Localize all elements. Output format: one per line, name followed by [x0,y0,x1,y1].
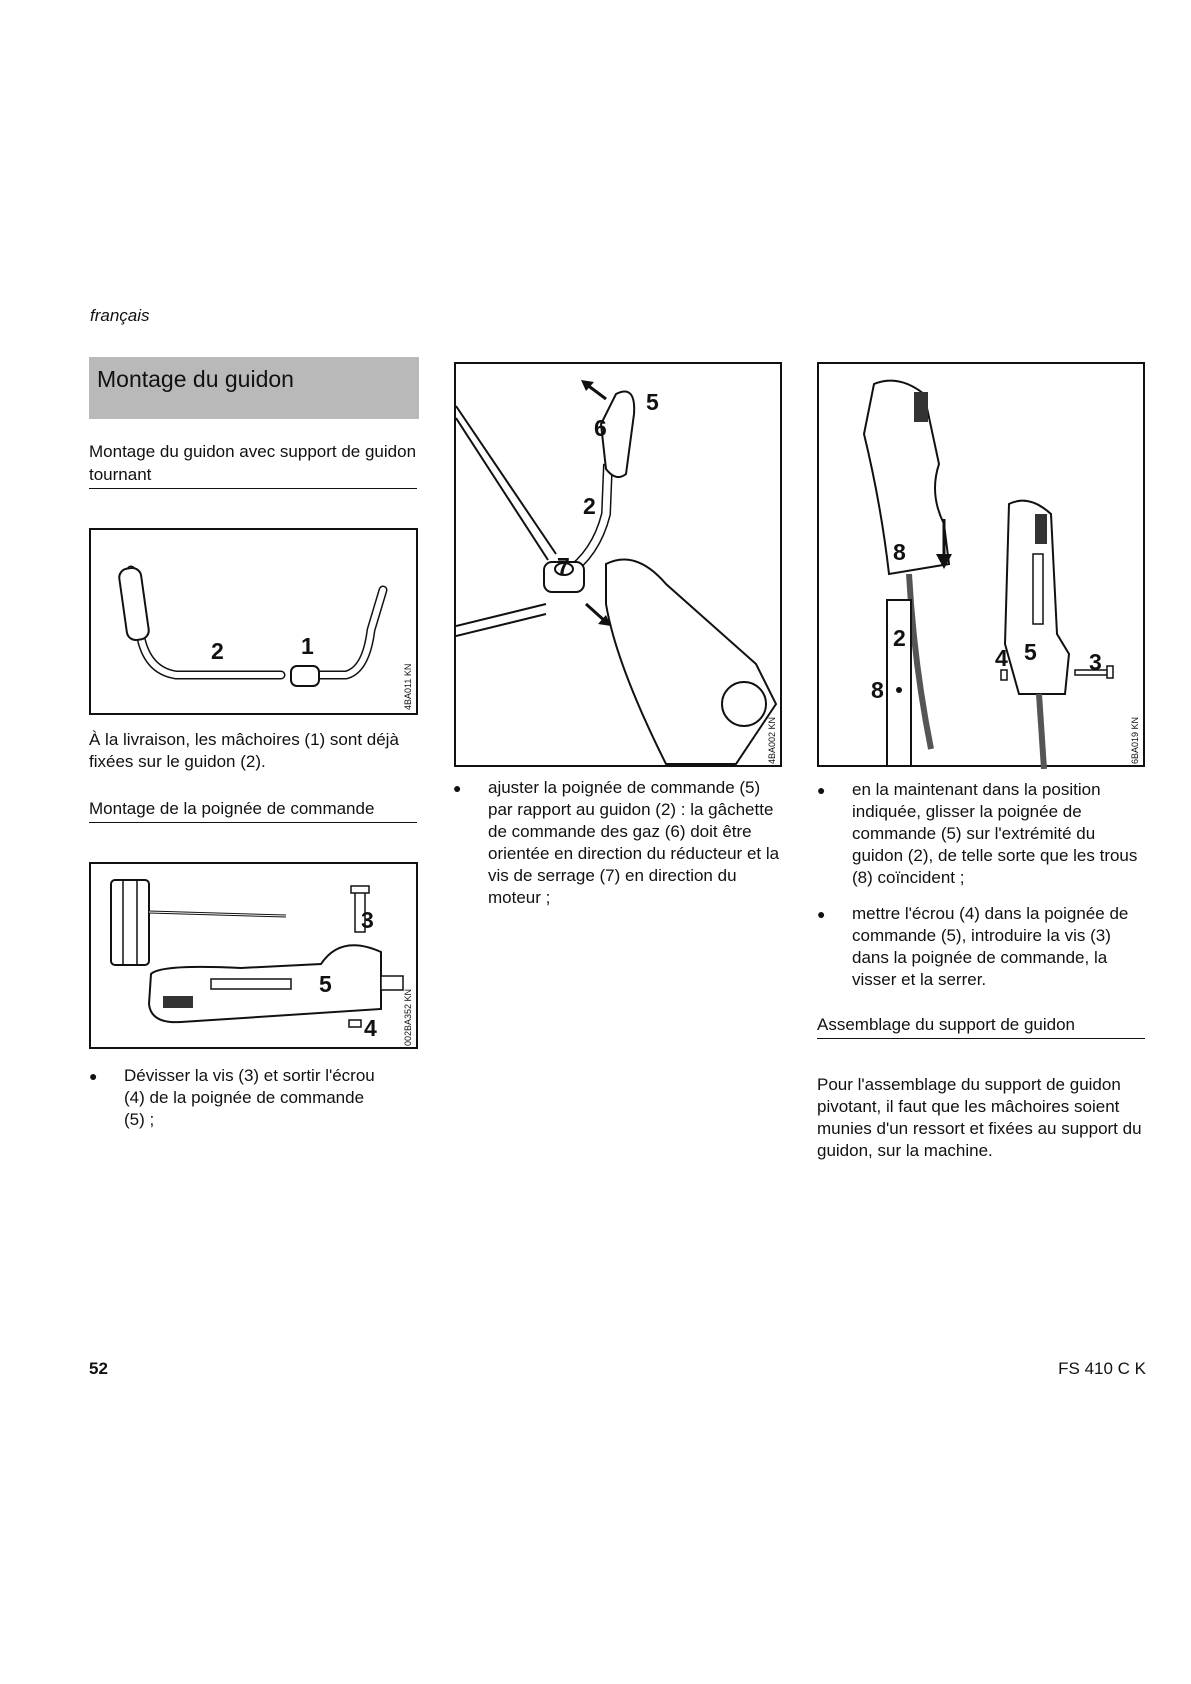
bullet-insert-nut-text: mettre l'écrou (4) dans la poignée de commande (5), introduire la vis (3) dans la poignée de commande, la visser et la serrer. [852,904,1129,989]
bullet-adjust-text: ajuster la poignée de commande (5) par rapport au guidon (2) : la gâchette de commande des gaz (6) doit être orientée en direction du réducteur et la vis de serrage (7) en direction du moteur ; [488,778,780,907]
bullet-icon: ● [89,1068,98,1084]
section-title: Montage du guidon [97,366,294,392]
fig3-label-5: 5 [646,389,659,415]
paragraph-support-assembly: Pour l'assemblage du support de guidon pivotant, il faut que les mâchoires soient munies d'un ressort et fixées au support du guidon, sur la machine. [817,1075,1142,1160]
fig3-label-7: 7 [557,553,570,579]
handle-slide-illustration [819,364,1147,769]
handlebar-illustration [91,530,420,717]
fig4-label-2: 2 [893,625,906,651]
fig3-label-6: 6 [594,415,607,441]
model-name: FS 410 C K [1058,1359,1146,1378]
subheading-control-handle: Montage de la poignée de commande [89,797,417,823]
subheading-swivel-support: Montage du guidon avec support de guidon tournant [89,440,417,489]
language-label: français [90,306,150,325]
control-handle-parts-illustration [91,864,420,1051]
fig2-label-3: 3 [361,907,374,933]
fig1-code: 4BA011 KN [403,663,413,710]
fig4-label-4: 4 [995,645,1008,671]
fig2-label-5: 5 [319,971,332,997]
fig3-code: 4BA002 KN [767,716,777,764]
fig4-code: 6BA019 KN [1130,716,1140,764]
figure-handle-orientation [454,362,782,767]
paragraph-delivery: À la livraison, les mâchoires (1) sont déjà fixées sur le guidon (2). [89,730,399,771]
page-number: 52 [89,1359,108,1378]
bullet-icon: ● [817,906,826,922]
bullet-icon: ● [453,780,462,796]
fig4-label-5: 5 [1024,639,1037,665]
fig2-code: 002BA352 KN [403,988,413,1046]
fig4-label-3: 3 [1089,649,1102,675]
bullet-slide-handle-text: en la maintenant dans la position indiquée, glisser la poignée de commande (5) sur l'extrémité du guidon (2), de telle sorte que les trous (8) coïncident ; [852,780,1138,887]
fig4-label-8-bottom: 8 [871,677,884,703]
fig2-label-4: 4 [364,1015,377,1041]
section-title-box [89,357,419,419]
figure-handle-slide [817,362,1145,767]
fig3-label-2: 2 [583,493,596,519]
figure-control-handle-parts [89,862,418,1049]
bullet-icon: ● [817,782,826,798]
fig1-label-1: 1 [301,633,314,659]
figure-handlebar [89,528,418,715]
handle-orientation-illustration [456,364,784,769]
fig4-label-8-top: 8 [893,539,906,565]
subheading-support-assembly: Assemblage du support de guidon [817,1013,1145,1039]
fig1-label-2: 2 [211,638,224,664]
bullet-unscrew-text: Dévisser la vis (3) et sortir l'écrou (4) de la poignée de commande (5) ; [124,1066,375,1129]
